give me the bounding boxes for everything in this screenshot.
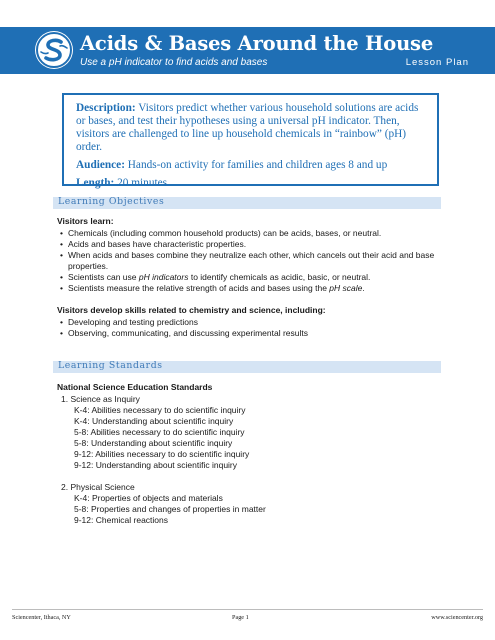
list-item-text: Scientists measure the relative strength of acids and bases using the: [68, 283, 330, 293]
list-item-text: Scientists can use: [68, 272, 139, 282]
audience-label: Audience:: [76, 159, 125, 171]
document-type-label: Lesson Plan: [405, 57, 469, 68]
footer-divider: [12, 609, 483, 610]
standards-section: [57, 382, 445, 526]
skills-lead: Visitors develop skills related to chemistry and science, including:: [57, 305, 326, 315]
skills-list: [57, 317, 445, 339]
audience-paragraph: [76, 159, 427, 172]
page-title: Acids & Bases Around the House: [80, 32, 434, 55]
footer-website: www.sciencenter.org: [431, 614, 483, 621]
footer-page-number: Page 1: [232, 614, 249, 621]
standards-item: 9-12: Understanding about scientific inquiry: [74, 460, 238, 470]
standards-item: K-4: Abilities necessary to do scientific inquiry: [74, 405, 246, 415]
list-item: • Developing and testing predictions: [57, 317, 445, 328]
standards-group-title: 1. Science as Inquiry: [61, 394, 140, 404]
list-item: • Chemicals (including common household products) can be acids, bases, or neutral.: [57, 228, 445, 239]
list-item: • Observing, communicating, and discussing experimental results: [57, 328, 445, 339]
standards-item: K-4: Properties of objects and materials: [74, 493, 223, 503]
page-subtitle: Use a pH indicator to find acids and bases: [80, 57, 268, 68]
list-item: [57, 283, 445, 294]
objectives-section: [57, 216, 445, 339]
standards-item: 9-12: Chemical reactions: [74, 515, 169, 525]
list-item: • When acids and bases combine they neutralize each other, which cancels out their acid and base properties.: [57, 250, 445, 272]
list-item-text: .: [362, 283, 365, 293]
standards-item: 5-8: Abilities necessary to do scientific inquiry: [74, 427, 245, 437]
standards-item: 5-8: Properties and changes of properties in matter: [74, 504, 266, 514]
standards-item: K-4: Understanding about scientific inquiry: [74, 416, 234, 426]
audience-text: Hands-on activity for families and children ages 8 and up: [124, 159, 388, 171]
length-paragraph: [76, 177, 427, 190]
title-banner: [0, 27, 495, 74]
standards-group-title: 2. Physical Science: [61, 482, 135, 492]
learn-list: [57, 228, 445, 294]
sciencenter-logo-icon: [35, 31, 73, 69]
footer-organization: Sciencenter, Ithaca, NY: [12, 614, 71, 621]
learn-lead: Visitors learn:: [57, 216, 114, 226]
list-item-emphasis: pH indicators: [138, 272, 189, 282]
list-item-emphasis: pH scale: [329, 283, 363, 293]
length-label: Length:: [76, 177, 115, 189]
length-text: 20 minutes: [114, 177, 168, 189]
standards-item: 9-12: Abilities necessary to do scientific inquiry: [74, 449, 250, 459]
objectives-heading: Learning Objectives: [58, 196, 165, 207]
list-item: • Acids and bases have characteristic properties.: [57, 239, 445, 250]
standards-heading: Learning Standards: [58, 360, 163, 371]
standards-item: 5-8: Understanding about scientific inquiry: [74, 438, 233, 448]
list-item: [57, 272, 445, 283]
description-paragraph: [76, 102, 427, 154]
summary-box: [62, 93, 439, 189]
list-item-text: to identify chemicals as acidic, basic, or neutral.: [188, 272, 371, 282]
description-text: Visitors predict whether various household solutions are acids or bases, and test their hypotheses using a universal pH indicator. Then, visitors are challenged to line up household chemicals in “rainbow” (pH) order.: [76, 102, 419, 153]
standards-lead: National Science Education Standards: [57, 382, 213, 392]
description-label: Description:: [76, 102, 136, 114]
